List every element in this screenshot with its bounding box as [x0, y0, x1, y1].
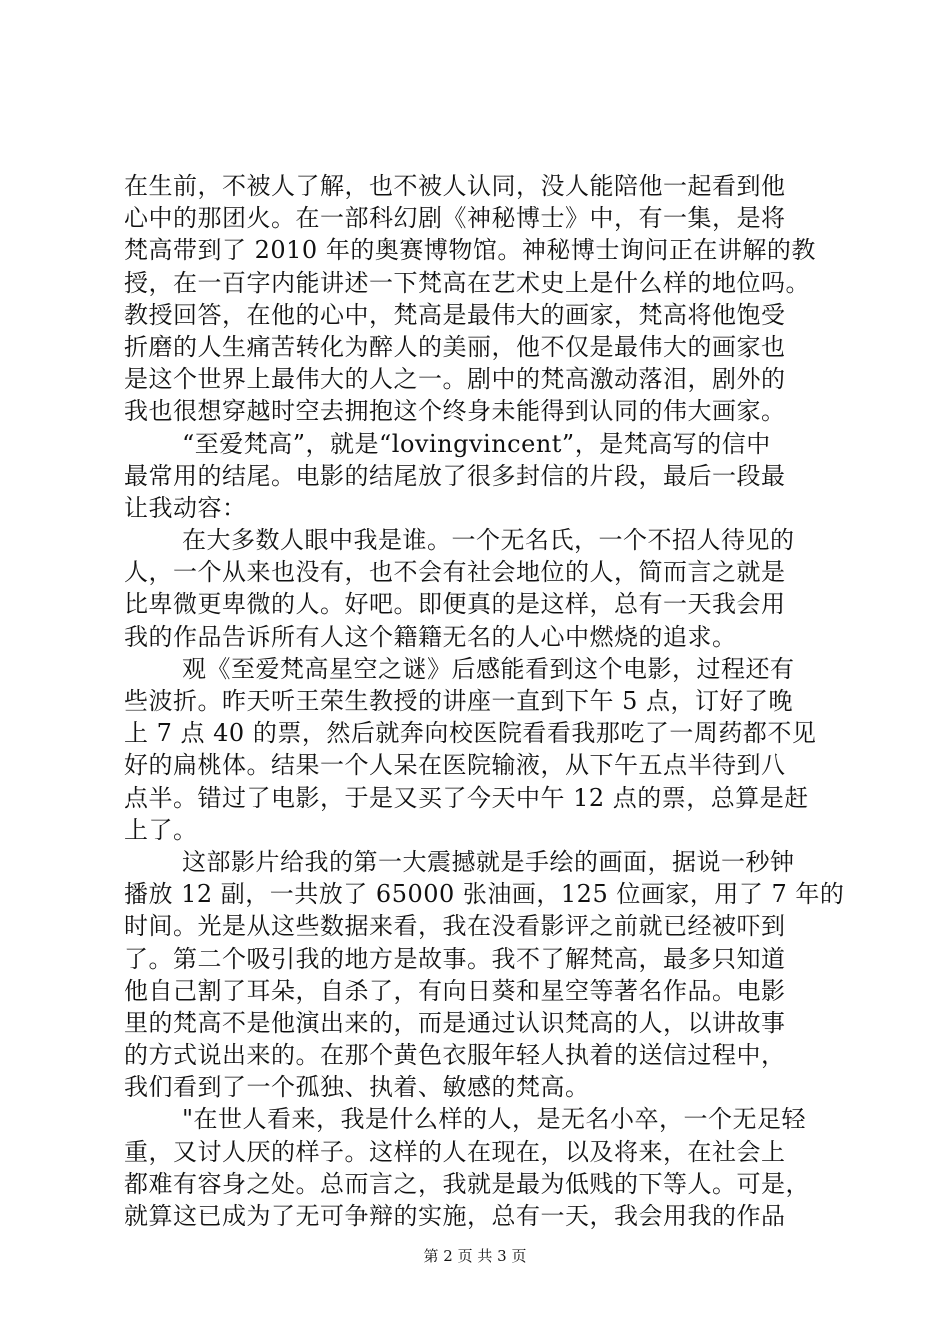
- text-line: 比卑微更卑微的人。好吧。即便真的是这样，总有一天我会用: [124, 590, 786, 619]
- text-line: 时间。光是从这些数据来看，我在没看影评之前就已经被吓到: [124, 912, 786, 941]
- text-line: 上 7 点 40 的票，然后就奔向校医院看看我那吃了一周药都不见: [124, 719, 817, 748]
- text-line: 在大多数人眼中我是谁。一个无名氏，一个不招人待见的: [182, 526, 795, 555]
- text-line: 这部影片给我的第一大震撼就是手绘的画面，据说一秒钟: [182, 847, 795, 876]
- text-line: 就算这已成为了无可争辩的实施，总有一天，我会用我的作品: [124, 1202, 786, 1230]
- page-footer: 第 2 页 共 3 页: [423, 1247, 527, 1265]
- text-line: 心中的那团火。在一部科幻剧《神秘博士》中，有一集，是将: [124, 204, 786, 233]
- text-line: 些波折。昨天听王荣生教授的讲座一直到下午 5 点，订好了晚: [124, 687, 794, 715]
- text-line: 梵高带到了 2010 年的奥赛博物馆。神秘博士询问正在讲解的教: [124, 236, 816, 265]
- text-line: “至爱梵高”，就是“lovingvincent”，是梵高写的信中: [182, 429, 771, 458]
- text-line: 让我动容：: [124, 493, 247, 522]
- text-line: 了。第二个吸引我的地方是故事。我不了解梵高，最多只知道: [124, 944, 786, 973]
- text-line: 好的扁桃体。结果一个人呆在医院输液，从下午五点半待到八: [124, 751, 786, 780]
- text-line: 在生前，不被人了解，也不被人认同，没人能陪他一起看到他: [124, 172, 786, 200]
- body-text: [124, 170, 844, 1232]
- text-line: 他自己割了耳朵，自杀了，有向日葵和星空等著名作品。电影: [124, 976, 786, 1005]
- text-line: "在世人看来，我是什么样的人，是无名小卒，一个无足轻: [182, 1105, 807, 1134]
- text-line: 是这个世界上最伟大的人之一。剧中的梵高激动落泪，剧外的: [124, 365, 786, 394]
- text-line: 播放 12 副，一共放了 65000 张油画，125 位画家，用了 7 年的: [124, 880, 845, 909]
- text-line: 的方式说出来的。在那个黄色衣服年轻人执着的送信过程中，: [124, 1041, 786, 1070]
- text-line: 人，一个从来也没有，也不会有社会地位的人，简而言之就是: [124, 558, 786, 587]
- text-line: 上了。: [124, 815, 198, 844]
- text-line: 都难有容身之处。总而言之，我就是最为低贱的下等人。可是，: [124, 1169, 810, 1198]
- text-line: 我们看到了一个孤独、执着、敏感的梵高。: [124, 1073, 590, 1102]
- text-line: 重，又讨人厌的样子。这样的人在现在，以及将来，在社会上: [124, 1137, 786, 1166]
- text-line: 最常用的结尾。电影的结尾放了很多封信的片段，最后一段最: [124, 461, 786, 490]
- text-line: 我的作品告诉所有人这个籍籍无名的人心中燃烧的追求。: [124, 622, 737, 651]
- text-line: 授，在一百字内能讲述一下梵高在艺术史上是什么样的地位吗。: [124, 268, 810, 297]
- text-line: 里的梵高不是他演出来的，而是通过认识梵高的人，以讲故事: [124, 1008, 786, 1037]
- text-line: 教授回答，在他的心中，梵高是最伟大的画家，梵高将他饱受: [124, 300, 786, 329]
- text-line: 我也很想穿越时空去拥抱这个终身未能得到认同的伟大画家。: [124, 397, 786, 426]
- text-line: 折磨的人生痛苦转化为醉人的美丽，他不仅是最伟大的画家也: [124, 332, 786, 361]
- text-line: 点半。错过了电影，于是又买了今天中午 12 点的票，总算是赶: [124, 783, 809, 812]
- text-line: 观《至爱梵高星空之谜》后感能看到这个电影，过程还有: [182, 654, 795, 683]
